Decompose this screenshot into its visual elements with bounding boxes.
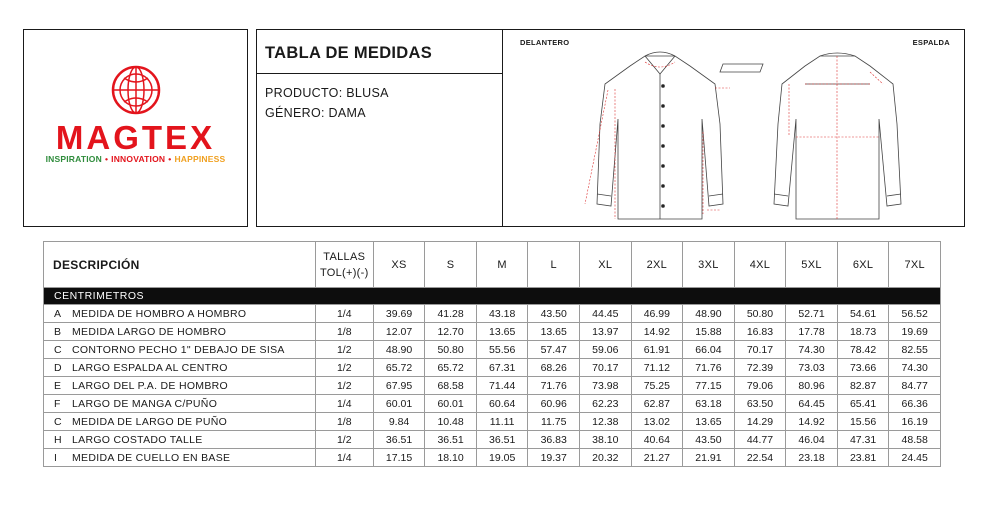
size-value-cell: 59.06 — [580, 341, 632, 359]
size-value-cell: 71.12 — [631, 359, 683, 377]
size-value-cell: 13.97 — [580, 323, 632, 341]
description-header: DESCRIPCIÓN — [44, 242, 316, 288]
table-row — [44, 359, 941, 377]
size-value-cell: 21.91 — [683, 449, 735, 467]
size-value-cell: 41.28 — [425, 305, 477, 323]
measurement-letter: I — [54, 451, 58, 464]
table-row — [44, 413, 941, 431]
size-value-cell: 12.70 — [425, 323, 477, 341]
size-header: XL — [580, 242, 632, 288]
size-value-cell: 73.03 — [786, 359, 838, 377]
size-value-cell: 23.18 — [786, 449, 838, 467]
tolerance-header — [315, 242, 373, 288]
measurement-name: MEDIDA DE LARGO DE PUÑO — [72, 415, 228, 428]
size-value-cell: 16.19 — [889, 413, 941, 431]
size-value-cell: 43.18 — [476, 305, 528, 323]
measurement-name: LARGO ESPALDA AL CENTRO — [72, 361, 228, 374]
measurement-description — [44, 305, 316, 323]
section-label: CENTRIMETROS — [44, 288, 941, 305]
size-value-cell: 19.05 — [476, 449, 528, 467]
size-value-cell: 11.75 — [528, 413, 580, 431]
back-shirt-drawing — [774, 53, 901, 219]
table-row — [44, 323, 941, 341]
tolerance-cell: 1/2 — [315, 377, 373, 395]
size-value-cell: 36.83 — [528, 431, 580, 449]
size-value-cell: 15.56 — [837, 413, 889, 431]
size-value-cell: 11.11 — [476, 413, 528, 431]
size-value-cell: 62.87 — [631, 395, 683, 413]
size-value-cell: 18.10 — [425, 449, 477, 467]
info-left-panel — [257, 30, 503, 226]
size-value-cell: 71.76 — [683, 359, 735, 377]
measurement-name: LARGO COSTADO TALLE — [72, 433, 203, 446]
size-value-cell: 14.29 — [734, 413, 786, 431]
size-value-cell: 38.10 — [580, 431, 632, 449]
size-value-cell: 84.77 — [889, 377, 941, 395]
table-row — [44, 341, 941, 359]
gender-label: GÉNERO: DAMA — [265, 106, 366, 120]
logo-panel — [23, 29, 248, 227]
tolerance-cell: 1/8 — [315, 413, 373, 431]
measurement-name: CONTORNO PECHO 1" DEBAJO DE SISA — [72, 343, 285, 356]
table-row — [44, 377, 941, 395]
tallas-header-line: TALLAS — [323, 250, 366, 263]
size-header: 3XL — [683, 242, 735, 288]
size-value-cell: 77.15 — [683, 377, 735, 395]
measurement-letter: C — [54, 415, 62, 428]
size-value-cell: 21.27 — [631, 449, 683, 467]
size-value-cell: 48.90 — [683, 305, 735, 323]
size-value-cell: 47.31 — [837, 431, 889, 449]
measurement-description — [44, 449, 316, 467]
back-view-label: ESPALDA — [912, 38, 950, 47]
size-value-cell: 52.71 — [786, 305, 838, 323]
size-header: 5XL — [786, 242, 838, 288]
size-value-cell: 74.30 — [786, 341, 838, 359]
tolerance-cell: 1/2 — [315, 359, 373, 377]
size-value-cell: 17.78 — [786, 323, 838, 341]
size-value-cell: 44.77 — [734, 431, 786, 449]
measurement-letter: C — [54, 343, 62, 356]
size-value-cell: 64.45 — [786, 395, 838, 413]
table-row — [44, 395, 941, 413]
tolerance-cell: 1/4 — [315, 305, 373, 323]
size-value-cell: 13.02 — [631, 413, 683, 431]
size-value-cell: 60.64 — [476, 395, 528, 413]
size-value-cell: 43.50 — [528, 305, 580, 323]
size-value-cell: 68.26 — [528, 359, 580, 377]
size-value-cell: 18.73 — [837, 323, 889, 341]
size-header: 2XL — [631, 242, 683, 288]
size-value-cell: 62.23 — [580, 395, 632, 413]
size-value-cell: 61.91 — [631, 341, 683, 359]
size-value-cell: 65.41 — [837, 395, 889, 413]
measurement-description — [44, 323, 316, 341]
measurement-letter: H — [54, 433, 62, 446]
size-header: 6XL — [837, 242, 889, 288]
size-value-cell: 71.44 — [476, 377, 528, 395]
size-value-cell: 60.96 — [528, 395, 580, 413]
front-shirt-drawing — [597, 52, 723, 219]
size-value-cell: 73.98 — [580, 377, 632, 395]
size-value-cell: 48.90 — [373, 341, 425, 359]
table-row — [44, 431, 941, 449]
size-value-cell: 24.45 — [889, 449, 941, 467]
globe-logo-icon — [110, 64, 162, 116]
size-value-cell: 36.51 — [476, 431, 528, 449]
garment-diagram — [505, 44, 960, 226]
measurement-name: MEDIDA DE HOMBRO A HOMBRO — [72, 307, 247, 320]
size-value-cell: 36.51 — [373, 431, 425, 449]
size-value-cell: 12.38 — [580, 413, 632, 431]
measurement-name: LARGO DEL P.A. DE HOMBRO — [72, 379, 228, 392]
measurement-name: LARGO DE MANGA C/PUÑO — [72, 397, 218, 410]
size-value-cell: 46.99 — [631, 305, 683, 323]
size-value-cell: 67.95 — [373, 377, 425, 395]
size-value-cell: 71.76 — [528, 377, 580, 395]
size-value-cell: 12.07 — [373, 323, 425, 341]
table-row — [44, 449, 941, 467]
size-value-cell: 15.88 — [683, 323, 735, 341]
size-value-cell: 63.18 — [683, 395, 735, 413]
measurement-description — [44, 377, 316, 395]
size-value-cell: 54.61 — [837, 305, 889, 323]
size-value-cell: 50.80 — [425, 341, 477, 359]
size-value-cell: 74.30 — [889, 359, 941, 377]
size-value-cell: 36.51 — [425, 431, 477, 449]
size-value-cell: 82.87 — [837, 377, 889, 395]
size-value-cell: 44.45 — [580, 305, 632, 323]
tolerance-cell: 1/2 — [315, 341, 373, 359]
table-row — [44, 305, 941, 323]
measurement-description — [44, 431, 316, 449]
size-header: XS — [373, 242, 425, 288]
tolerance-cell: 1/4 — [315, 449, 373, 467]
size-value-cell: 73.66 — [837, 359, 889, 377]
tolerance-cell: 1/4 — [315, 395, 373, 413]
size-value-cell: 65.72 — [373, 359, 425, 377]
size-value-cell: 50.80 — [734, 305, 786, 323]
size-value-cell: 60.01 — [425, 395, 477, 413]
size-value-cell: 65.72 — [425, 359, 477, 377]
measurement-letter: E — [54, 379, 62, 392]
front-view-label: DELANTERO — [520, 38, 570, 47]
tagline-innovation: INNOVATION — [111, 154, 166, 164]
product-label: PRODUCTO: BLUSA — [265, 86, 389, 100]
size-value-cell: 22.54 — [734, 449, 786, 467]
collar-detail-drawing — [720, 64, 763, 72]
size-value-cell: 14.92 — [631, 323, 683, 341]
size-value-cell: 80.96 — [786, 377, 838, 395]
size-value-cell: 40.64 — [631, 431, 683, 449]
size-value-cell: 75.25 — [631, 377, 683, 395]
size-value-cell: 17.15 — [373, 449, 425, 467]
size-value-cell: 78.42 — [837, 341, 889, 359]
measurement-letter: D — [54, 361, 62, 374]
size-value-cell: 56.52 — [889, 305, 941, 323]
size-value-cell: 9.84 — [373, 413, 425, 431]
measurement-letter: B — [54, 325, 62, 338]
size-value-cell: 13.65 — [528, 323, 580, 341]
brand-name: MAGTEX — [55, 119, 216, 156]
size-value-cell: 70.17 — [580, 359, 632, 377]
size-value-cell: 10.48 — [425, 413, 477, 431]
size-value-cell: 57.47 — [528, 341, 580, 359]
tagline-happiness: HAPPINESS — [174, 154, 226, 164]
measurement-description — [44, 413, 316, 431]
size-value-cell: 66.04 — [683, 341, 735, 359]
size-value-cell: 46.04 — [786, 431, 838, 449]
size-value-cell: 39.69 — [373, 305, 425, 323]
page-title: TABLA DE MEDIDAS — [257, 30, 502, 74]
size-value-cell: 68.58 — [425, 377, 477, 395]
size-value-cell: 20.32 — [580, 449, 632, 467]
measurement-description — [44, 341, 316, 359]
tagline-inspiration: INSPIRATION — [45, 154, 102, 164]
info-panel — [256, 29, 965, 227]
section-row — [44, 288, 941, 305]
size-header: M — [476, 242, 528, 288]
size-value-cell: 13.65 — [683, 413, 735, 431]
measurement-description — [44, 395, 316, 413]
table-header-row — [44, 242, 941, 288]
size-value-cell: 19.37 — [528, 449, 580, 467]
size-value-cell: 48.58 — [889, 431, 941, 449]
size-header: L — [528, 242, 580, 288]
size-value-cell: 19.69 — [889, 323, 941, 341]
size-value-cell: 82.55 — [889, 341, 941, 359]
size-header: S — [425, 242, 477, 288]
size-header: 4XL — [734, 242, 786, 288]
size-value-cell: 55.56 — [476, 341, 528, 359]
tolerance-cell: 1/8 — [315, 323, 373, 341]
size-value-cell: 79.06 — [734, 377, 786, 395]
measurement-description — [44, 359, 316, 377]
size-value-cell: 66.36 — [889, 395, 941, 413]
measurement-letter: F — [54, 397, 61, 410]
tol-header-line: TOL(+)(-) — [319, 266, 369, 279]
brand-tagline: INSPIRATION • INNOVATION • HAPPINESS — [45, 154, 226, 164]
size-value-cell: 14.92 — [786, 413, 838, 431]
size-value-cell: 43.50 — [683, 431, 735, 449]
size-value-cell: 23.81 — [837, 449, 889, 467]
size-value-cell: 67.31 — [476, 359, 528, 377]
measurement-letter: A — [54, 307, 62, 320]
size-value-cell: 72.39 — [734, 359, 786, 377]
size-value-cell: 60.01 — [373, 395, 425, 413]
tolerance-cell: 1/2 — [315, 431, 373, 449]
size-header: 7XL — [889, 242, 941, 288]
size-value-cell: 13.65 — [476, 323, 528, 341]
measurement-name: MEDIDA DE CUELLO EN BASE — [72, 451, 231, 464]
size-chart-table — [43, 241, 941, 467]
size-value-cell: 16.83 — [734, 323, 786, 341]
size-value-cell: 70.17 — [734, 341, 786, 359]
size-value-cell: 63.50 — [734, 395, 786, 413]
measurement-name: MEDIDA LARGO DE HOMBRO — [72, 325, 227, 338]
